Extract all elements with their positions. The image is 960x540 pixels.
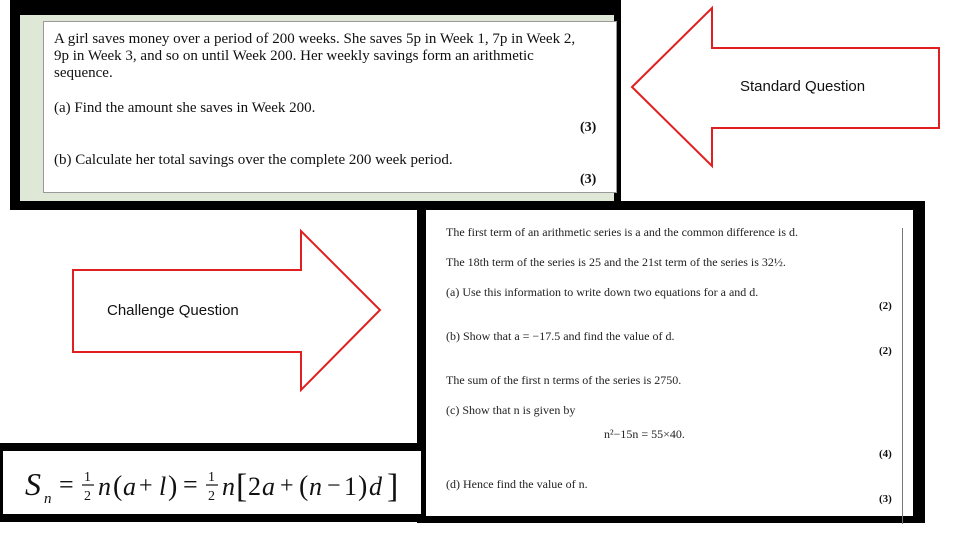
standard-intro-line-3: sequence.: [54, 65, 113, 81]
svg-text:n: n: [309, 472, 322, 501]
standard-question-label: Standard Question: [740, 78, 866, 95]
svg-text:): ): [168, 471, 178, 502]
svg-text:n: n: [44, 491, 52, 507]
svg-text:=: =: [59, 470, 74, 499]
challenge-question-paper: [426, 210, 913, 516]
svg-text:a: a: [262, 472, 275, 501]
svg-text:+: +: [280, 473, 294, 499]
challenge-sum-line: The sum of the first n terms of the series is 2750.: [446, 373, 682, 387]
svg-text:=: =: [183, 470, 198, 499]
standard-question-paper: [43, 21, 617, 193]
svg-text:1: 1: [208, 470, 215, 485]
formula-frame: [0, 443, 425, 522]
challenge-question-label: Challenge Question: [107, 302, 239, 319]
margin-rule: [902, 228, 903, 524]
sum-formula: [3, 451, 421, 514]
standard-intro-line-2: 9p in Week 3, and so on until Week 200. Her weekly savings form an arithmetic: [54, 48, 534, 64]
challenge-part-c-equation: n²−15n = 55×40.: [604, 427, 685, 441]
svg-text:]: ]: [387, 468, 399, 505]
challenge-part-c-marks: (4): [879, 448, 892, 460]
challenge-part-a-marks: (2): [879, 300, 892, 312]
svg-text:(: (: [113, 471, 123, 502]
svg-text:1: 1: [84, 470, 91, 485]
svg-text:): ): [358, 471, 368, 502]
challenge-part-a: (a) Use this information to write down two equations for a and d.: [446, 285, 759, 299]
standard-part-a-marks: (3): [580, 120, 597, 135]
standard-part-a: (a) Find the amount she saves in Week 200.: [54, 100, 316, 116]
challenge-line-2: The 18th term of the series is 25 and the 21st term of the series is 32½.: [446, 255, 786, 269]
svg-text:d: d: [369, 472, 382, 501]
svg-text:1: 1: [344, 472, 357, 501]
svg-text:2: 2: [84, 489, 91, 504]
svg-text:−: −: [327, 473, 341, 499]
svg-text:2: 2: [248, 472, 261, 501]
svg-text:2: 2: [208, 489, 215, 504]
standard-part-b-marks: (3): [580, 172, 597, 187]
challenge-part-c: (c) Show that n is given by: [446, 403, 576, 417]
standard-question-background: [20, 15, 614, 201]
formula-text: Sn = ½n(a + l) = ½n[2a + (n − 1)d]: [3, 451, 18, 452]
svg-text:n: n: [222, 472, 235, 501]
svg-text:(: (: [299, 471, 309, 502]
formula-paper: [3, 451, 421, 514]
standard-question-frame: [10, 0, 621, 210]
svg-text:l: l: [159, 472, 167, 501]
svg-text:+: +: [139, 473, 153, 499]
svg-text:[: [: [236, 468, 248, 505]
challenge-question-frame: [417, 201, 925, 523]
svg-text:a: a: [123, 472, 136, 501]
challenge-part-b: (b) Show that a = −17.5 and find the value of d.: [446, 329, 675, 343]
standard-part-b: (b) Calculate her total savings over the complete 200 week period.: [54, 152, 453, 168]
challenge-part-d: (d) Hence find the value of n.: [446, 477, 588, 491]
svg-text:n: n: [98, 472, 111, 501]
challenge-part-d-marks: (3): [879, 493, 892, 505]
svg-text:S: S: [25, 466, 41, 502]
challenge-part-b-marks: (2): [879, 345, 892, 357]
standard-intro-line-1: A girl saves money over a period of 200 weeks. She saves 5p in Week 1, 7p in Week 2,: [54, 31, 576, 47]
challenge-line-1: The first term of an arithmetic series is a and the common difference is d.: [446, 225, 798, 239]
